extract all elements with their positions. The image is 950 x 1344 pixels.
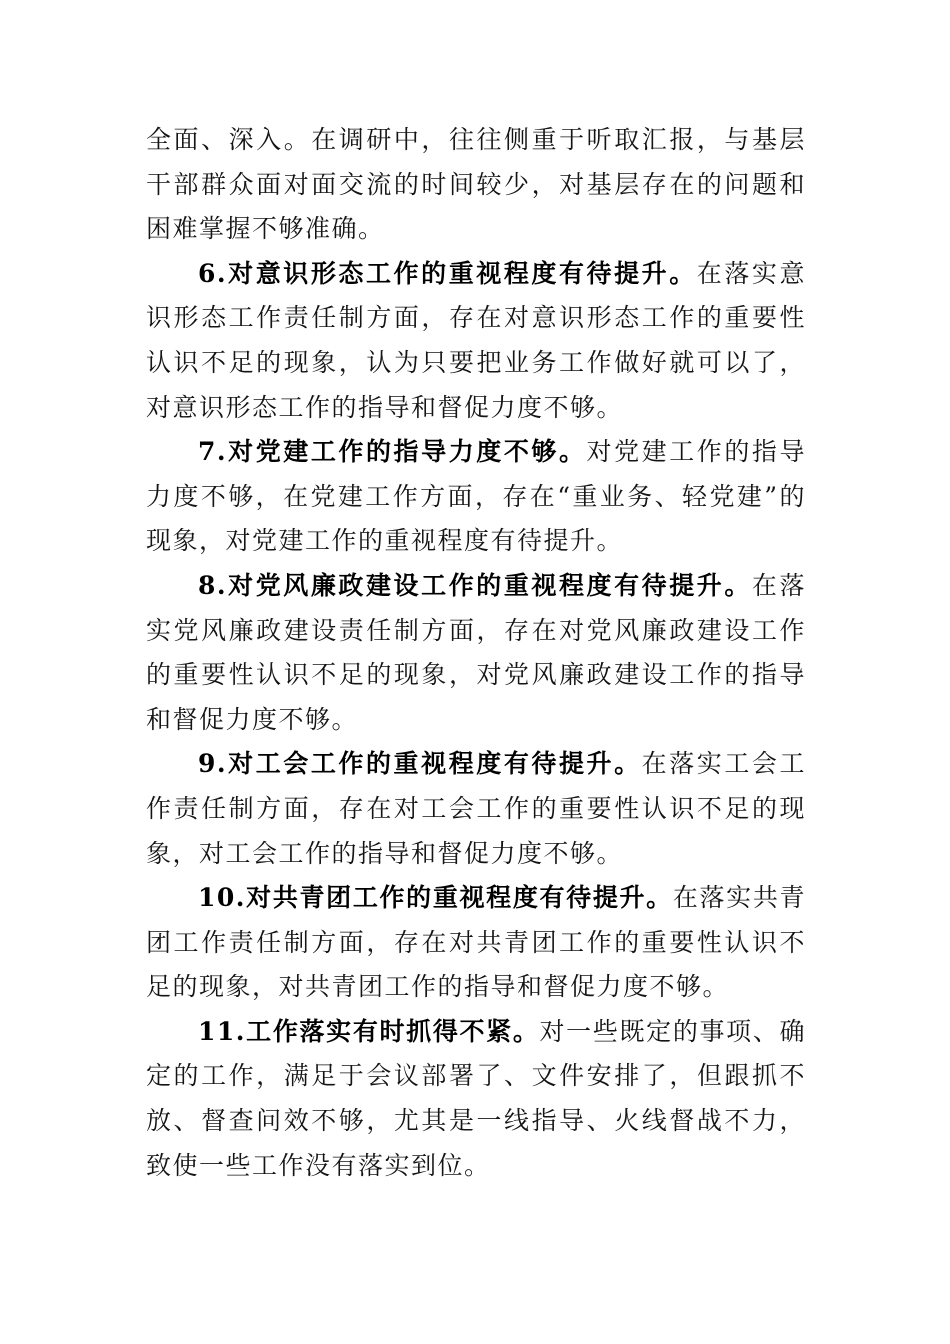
paragraph-text: 全面、深入。在调研中，往往侧重于听取汇报，与基层干部群众面对面交流的时间较少，对基层存在的问题和困难掌握不够准确。 [146,125,806,244]
paragraph-text: 在落实意识形态工作责任制方面，存在对意识形态工作的重要性认识不足的现象，认为只要把业务工作做好就可以了，对意识形态工作的指导和督促力度不够。 [146,258,806,422]
paragraph-text: 在落实工会工作责任制方面，存在对工会工作的重要性认识不足的现象，对工会工作的指导和督促力度不够。 [146,749,806,868]
paragraph-item-11 [146,1010,806,1188]
paragraph-continuation [146,118,806,252]
paragraph-heading: 6.对意识形态工作的重视程度有待提升。 [198,258,697,288]
paragraph-item-8 [146,564,806,742]
paragraph-item-9 [146,742,806,876]
paragraph-item-10 [146,876,806,1010]
paragraph-heading: 7.对党建工作的指导力度不够。 [198,437,587,467]
paragraph-heading: 8.对党风廉政建设工作的重视程度有待提升。 [198,570,752,600]
paragraph-heading: 10.对共青团工作的重视程度有待提升。 [198,883,673,913]
paragraph-item-7 [146,430,806,564]
paragraph-item-6 [146,252,806,430]
paragraph-text: 对党建工作的指导力度不够，在党建工作方面，存在“重业务、轻党建”的现象，对党建工作的重视程度有待提升。 [146,437,806,556]
paragraph-heading: 11.工作落实有时抓得不紧。 [198,1016,540,1046]
paragraph-text: 对一些既定的事项、确定的工作，满足于会议部署了、文件安排了，但跟抓不放、督查问效不够，尤其是一线指导、火线督战不力，致使一些工作没有落实到位。 [146,1016,806,1180]
paragraph-text: 在落实党风廉政建设责任制方面，存在对党风廉政建设工作的重要性认识不足的现象，对党风廉政建设工作的指导和督促力度不够。 [146,570,806,734]
paragraph-text: 在落实共青团工作责任制方面，存在对共青团工作的重要性认识不足的现象，对共青团工作的指导和督促力度不够。 [146,883,806,1002]
document-body [146,118,806,1188]
paragraph-heading: 9.对工会工作的重视程度有待提升。 [198,749,642,779]
